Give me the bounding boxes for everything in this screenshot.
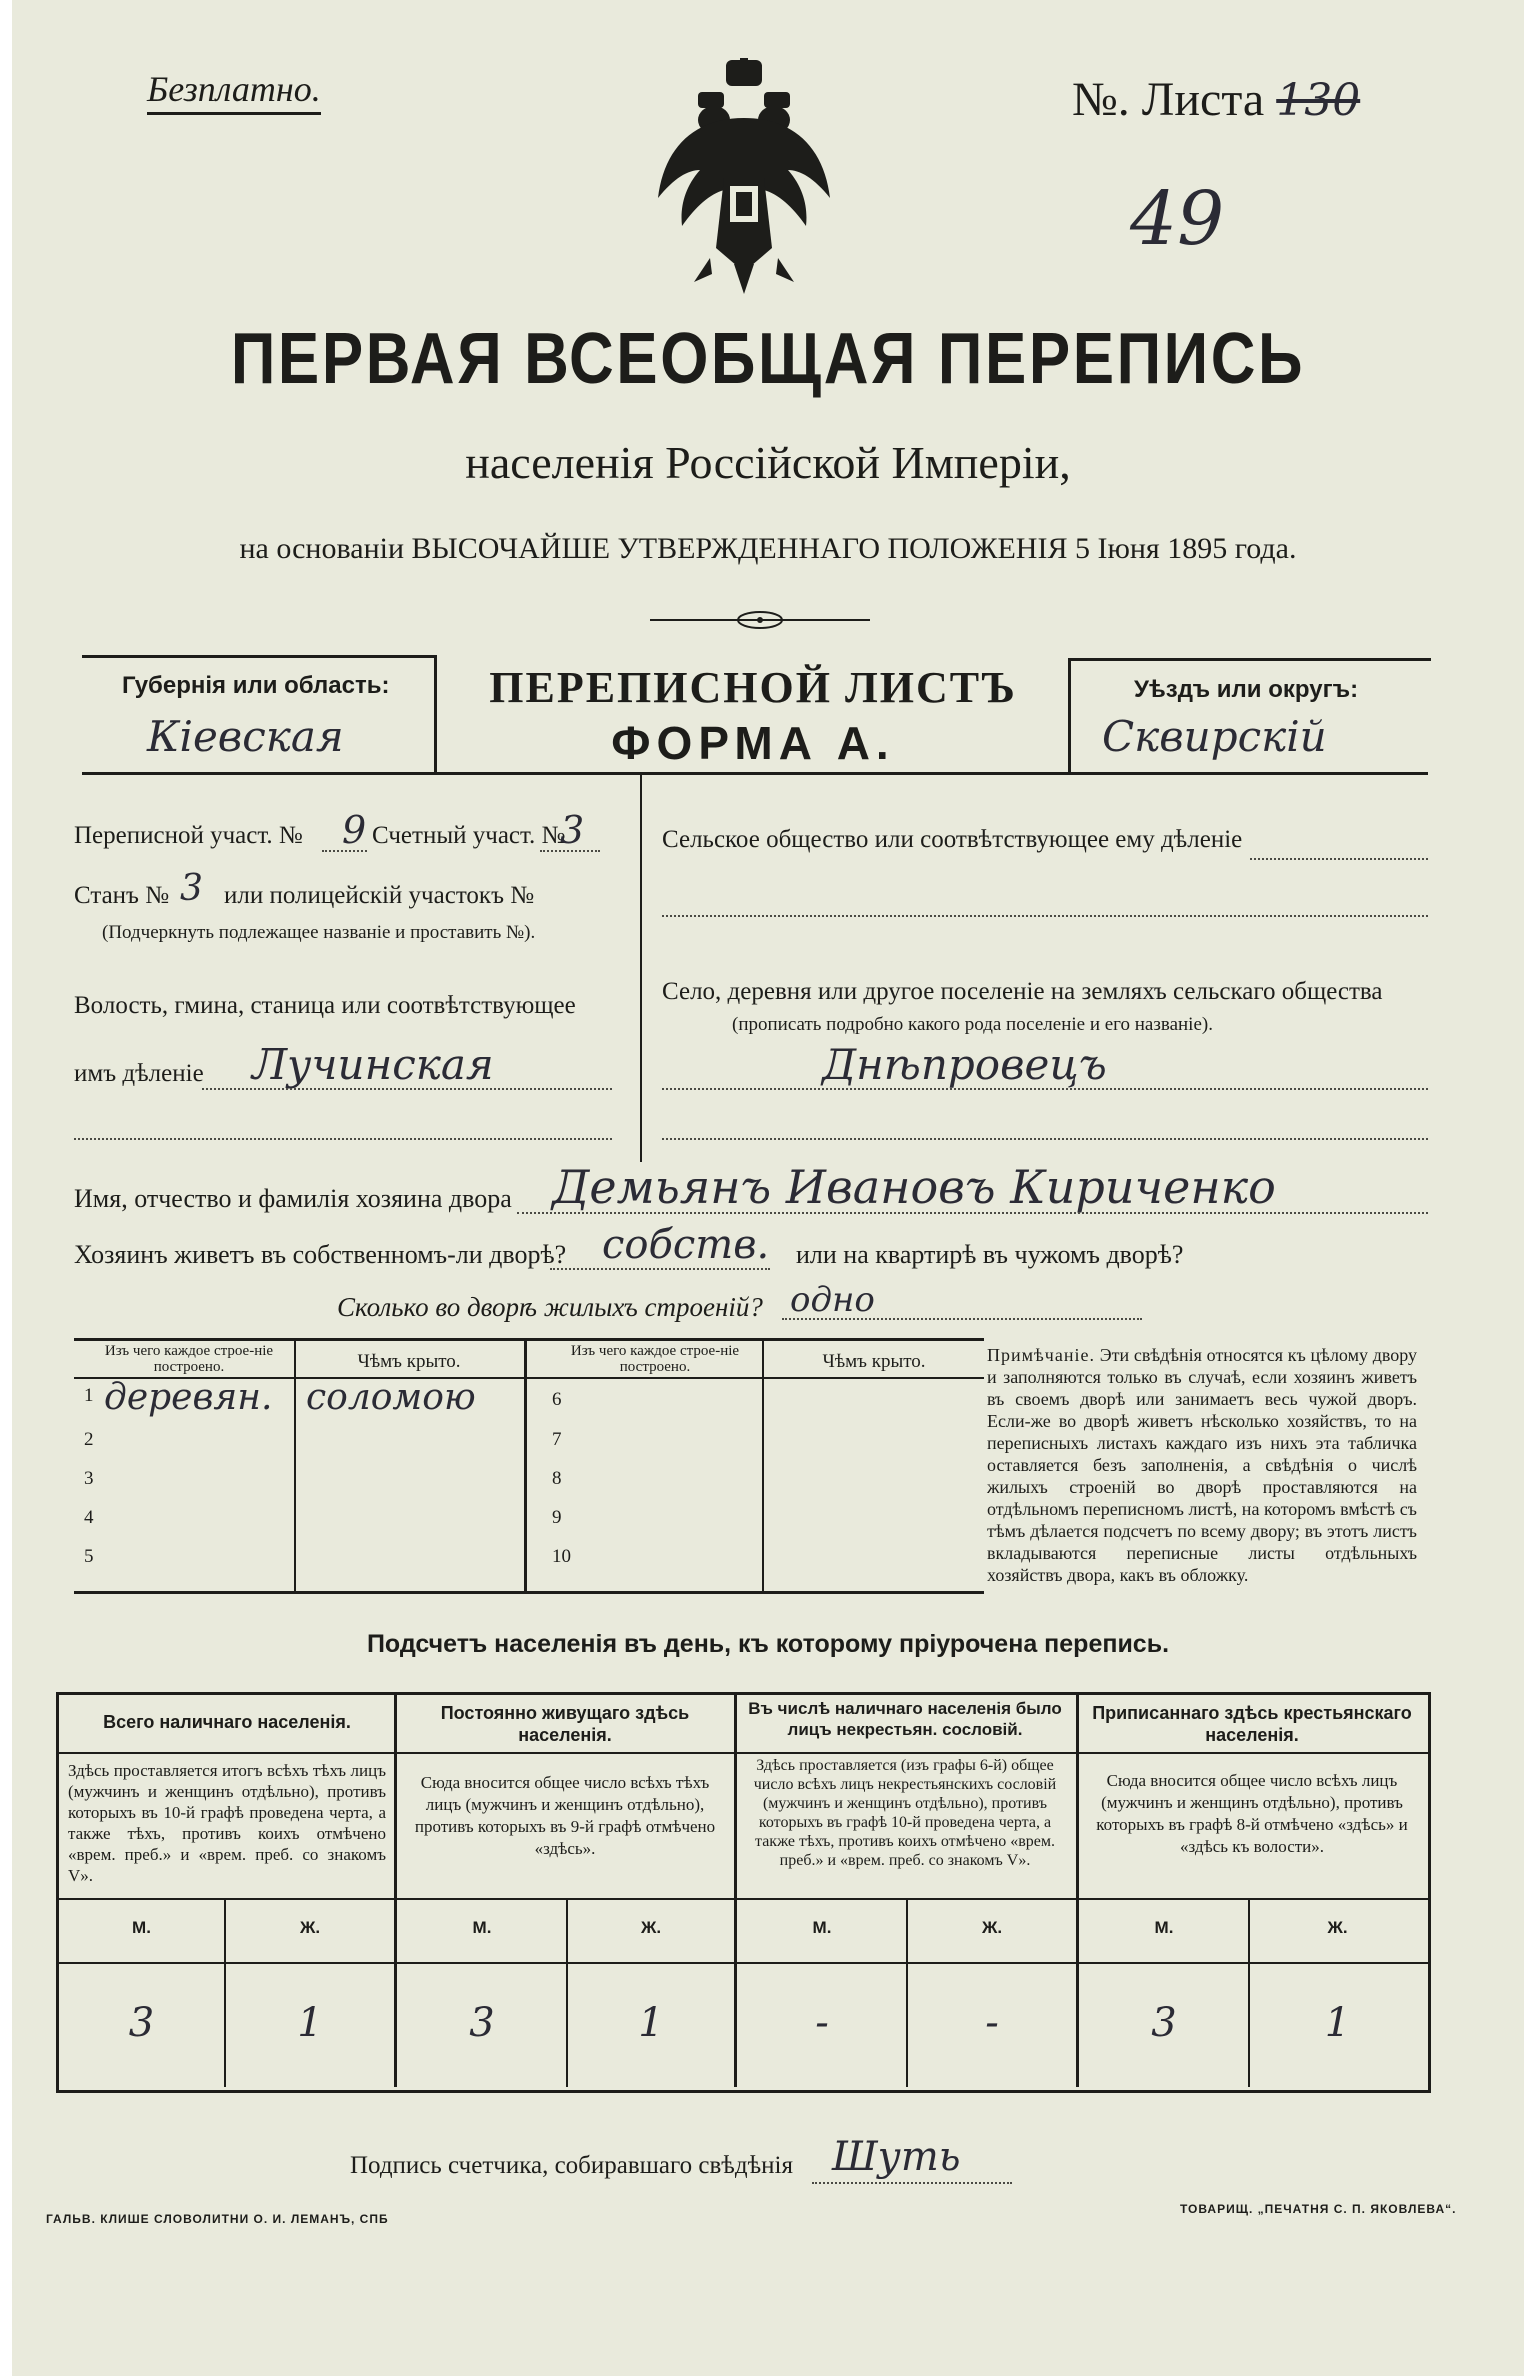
ornament-divider bbox=[650, 608, 870, 632]
count-district-value[interactable]: 3 bbox=[560, 808, 585, 852]
building-row-material[interactable]: деревян. bbox=[104, 1377, 273, 1418]
pop-col3-f-label: Ж. bbox=[981, 1918, 1003, 1937]
pop-col4-m-value[interactable]: 3 bbox=[1151, 2000, 1177, 2046]
sheet-number-label: №. Листа bbox=[1072, 73, 1265, 126]
note-block bbox=[987, 1344, 1417, 1586]
building-row-number: 7 bbox=[552, 1429, 562, 1450]
buildings-label: Сколько во дворѣ жилыхъ строеній? bbox=[337, 1292, 763, 1322]
pop-col1-title: Всего наличнаго населенія. bbox=[103, 1712, 351, 1732]
volost-label-line2: имъ дѣленіе bbox=[74, 1060, 204, 1087]
sheet-number-handwritten: 49 bbox=[1130, 176, 1225, 262]
society-line-2 bbox=[662, 915, 1428, 917]
village-value[interactable]: Днѣпровецъ bbox=[822, 1040, 1107, 1089]
pop-col4-desc: Сюда вносится общее число всѣхъ лицъ (мужчинъ и женщинъ отдѣльно), противъ которыхъ въ графѣ 8-й отмѣчено «здѣсь» и «здѣсь къ волости». bbox=[1096, 1771, 1408, 1856]
building-row-number: 2 bbox=[84, 1429, 94, 1450]
pop-col2-m-value[interactable]: 3 bbox=[469, 2000, 495, 2046]
buildings-line bbox=[782, 1318, 1142, 1320]
pop-col1-f-label: Ж. bbox=[299, 1918, 321, 1937]
village-line bbox=[662, 1088, 1428, 1090]
village-note: (прописать подробно какого рода поселеніе и его названіе). bbox=[732, 1014, 1213, 1035]
population-section-title: Подсчетъ населенія въ день, къ которому пріурочена перепись. bbox=[366, 1630, 1170, 1658]
building-row-number: 6 bbox=[552, 1389, 562, 1410]
police-label: или полицейскій участокъ № bbox=[224, 882, 535, 909]
buildings-col-material-2: Изъ чего каждое строе-ніе построено. bbox=[570, 1343, 740, 1375]
pop-col2-f-label: Ж. bbox=[640, 1918, 662, 1937]
pop-col2-f-value[interactable]: 1 bbox=[638, 2000, 664, 2046]
province-label: Губернія или область: bbox=[122, 672, 390, 699]
pop-col3-m-value[interactable]: - bbox=[815, 2000, 829, 2046]
own-yard-value[interactable]: собств. bbox=[602, 1222, 770, 1268]
rent-label: или на квартирѣ въ чужомъ дворѣ? bbox=[796, 1240, 1184, 1269]
printer-left: ГАЛЬВ. КЛИШЕ СЛОВОЛИТНИ О. И. ЛЕМАНЪ, СПБ bbox=[46, 2212, 389, 2226]
basis-line: на основаніи ВЫСОЧАЙШЕ УТВЕРЖДЕННАГО ПОЛОЖЕНІЯ 5 Іюня 1895 года. bbox=[239, 532, 1297, 565]
pop-col1-m-value[interactable]: 3 bbox=[128, 2000, 155, 2046]
pop-col4-f-value[interactable]: 1 bbox=[1324, 2000, 1351, 2046]
building-row-number: 5 bbox=[84, 1546, 94, 1567]
own-yard-line bbox=[550, 1268, 770, 1270]
signature-label: Подпись счетчика, собиравшаго свѣдѣнія bbox=[350, 2152, 793, 2179]
village-label: Село, деревня или другое поселеніе на земляхъ сельскаго общества bbox=[662, 978, 1383, 1005]
pop-col4-m-label: М. bbox=[1154, 1918, 1174, 1937]
district-value[interactable]: Сквирскій bbox=[1102, 712, 1327, 761]
free-label: Безплатно. bbox=[147, 68, 321, 115]
form-header-divider bbox=[82, 772, 1428, 775]
building-row-roof[interactable]: соломою bbox=[306, 1377, 476, 1418]
volost-line bbox=[202, 1088, 612, 1090]
underline-note: (Подчеркнуть подлежащее названіе и проставить №). bbox=[102, 922, 536, 943]
pop-col3-f-value[interactable]: - bbox=[985, 2000, 999, 2046]
census-district-line bbox=[322, 850, 367, 852]
building-row-number: 3 bbox=[84, 1468, 94, 1489]
district-label: Уѣздъ или округъ: bbox=[1134, 676, 1359, 703]
pop-col1-desc: Здѣсь проставляется итогъ всѣхъ тѣхъ лицъ (мужчинъ и женщинъ отдѣльно), противъ которыхъ въ 10-й графѣ проведена черта, а также тѣхъ, противъ коихъ отмѣчено «врем. преб.» и «врем. преб. со знакомъ V». bbox=[68, 1761, 386, 1885]
pop-col3-m-label: М. bbox=[812, 1918, 832, 1937]
society-line bbox=[1250, 858, 1428, 860]
buildings-col-roof: Чѣмъ крыто. bbox=[357, 1351, 461, 1372]
pop-col2-m-label: М. bbox=[472, 1918, 492, 1937]
volost-line-2 bbox=[74, 1138, 612, 1140]
pop-col4-f-label: Ж. bbox=[1327, 1918, 1348, 1937]
printer-right: ТОВАРИЩ. „ПЕЧАТНЯ С. П. ЯКОВЛЕВА“. bbox=[1180, 2202, 1457, 2216]
stan-label: Станъ № bbox=[74, 882, 170, 909]
buildings-table bbox=[74, 1338, 984, 1594]
census-form-page bbox=[12, 0, 1524, 2376]
page-subtitle: населенія Россійской Имперіи, bbox=[465, 437, 1071, 488]
building-row-number: 9 bbox=[552, 1507, 562, 1528]
province-value[interactable]: Кіевская bbox=[147, 712, 344, 761]
pop-col4-title: Приписаннаго здѣсь крестьянскаго населенія. bbox=[1092, 1703, 1412, 1745]
village-line-2 bbox=[662, 1138, 1428, 1140]
census-district-label: Переписной участ. № bbox=[74, 822, 303, 849]
buildings-col-roof-2: Чѣмъ крыто. bbox=[822, 1351, 926, 1372]
owner-label: Имя, отчество и фамилія хозяина двора bbox=[74, 1184, 512, 1213]
pop-col3-desc: Здѣсь проставляется (изъ графы 6-й) общее число всѣхъ лицъ некрестьянскихъ сословій (мужчинъ и женщинъ отдѣльно), противъ которыхъ въ графѣ 10-й проведена черта, а также тѣхъ, противъ коихъ отмѣчено «врем. преб.» и «врем. преб. со знакомъ V». bbox=[753, 1757, 1057, 1869]
sheet-number-struck: 130 bbox=[1276, 75, 1361, 126]
pop-col2-title: Постоянно живущаго здѣсь населенія. bbox=[440, 1703, 690, 1745]
owner-line bbox=[517, 1212, 1428, 1214]
society-label: Сельское общество или соотвѣтствующее ему дѣленіе bbox=[662, 826, 1243, 853]
owner-value[interactable]: Демьянъ Ивановъ Кириченко bbox=[552, 1160, 1276, 1214]
count-district-line bbox=[540, 850, 600, 852]
count-district-label: Счетный участ. № bbox=[372, 822, 566, 849]
pop-col1-m-label: М. bbox=[132, 1918, 151, 1937]
census-district-value[interactable]: 9 bbox=[342, 808, 367, 852]
page-title: ПЕРВАЯ ВСЕОБЩАЯ ПЕРЕПИСЬ bbox=[230, 319, 1306, 399]
building-row-number: 1 bbox=[84, 1385, 94, 1406]
imperial-eagle-emblem bbox=[654, 58, 834, 294]
form-title: ПЕРЕПИСНОЙ ЛИСТЪ bbox=[489, 663, 1017, 712]
signature-line bbox=[812, 2182, 1012, 2184]
form-name: ФОРМА А. bbox=[611, 717, 895, 769]
building-row-number: 4 bbox=[84, 1507, 94, 1528]
pop-col2-desc: Сюда вносится общее число всѣхъ тѣхъ лицъ (мужчинъ и женщинъ отдѣльно), противъ которыхъ въ 9-й графѣ отмѣчено «здѣсь». bbox=[414, 1773, 716, 1858]
signature-value[interactable]: Шуть bbox=[832, 2134, 961, 2180]
pop-col1-f-value[interactable]: 1 bbox=[297, 2000, 323, 2046]
pop-col3-title: Въ числѣ наличнаго населенія было лицъ некрестьян. сословій. bbox=[748, 1699, 1062, 1739]
fields-column-divider bbox=[640, 772, 642, 1162]
note-text: Эти свѣдѣнія относятся къ цѣлому двору и заполняются только въ случаѣ, если хозяинъ живетъ въ своемъ дворѣ или занимаетъ весь чужой дворъ. Если-же во дворѣ живетъ нѣсколько хозяйствъ, то на переписныхъ листахъ каждаго изъ нихъ эта табличка оставляется безъ заполненія, а свѣдѣнія о числѣ жилыхъ строеній во дворѣ проставляются на отдѣльномъ переписномъ листѣ, на которомъ вмѣстѣ съ тѣмъ дѣлается подсчетъ по всему двору; въ этотъ листъ вкладываются переписные листы отдѣльныхъ хозяйствъ двора, какъ въ обложку. bbox=[987, 1345, 1418, 1585]
building-row-number: 10 bbox=[552, 1546, 571, 1567]
sheet-number bbox=[1072, 72, 1360, 127]
volost-value[interactable]: Лучинская bbox=[252, 1040, 494, 1089]
buildings-col-material: Изъ чего каждое строе-ніе построено. bbox=[104, 1343, 274, 1375]
stan-value[interactable]: 3 bbox=[180, 868, 203, 909]
volost-label-line1: Волость, гмина, станица или соотвѣтствующее bbox=[74, 992, 576, 1019]
own-yard-label: Хозяинъ живетъ въ собственномъ-ли дворѣ? bbox=[74, 1240, 567, 1269]
building-row-number: 8 bbox=[552, 1468, 562, 1489]
note-title: Примѣчаніе. bbox=[987, 1345, 1095, 1365]
buildings-value[interactable]: одно bbox=[790, 1280, 875, 1320]
